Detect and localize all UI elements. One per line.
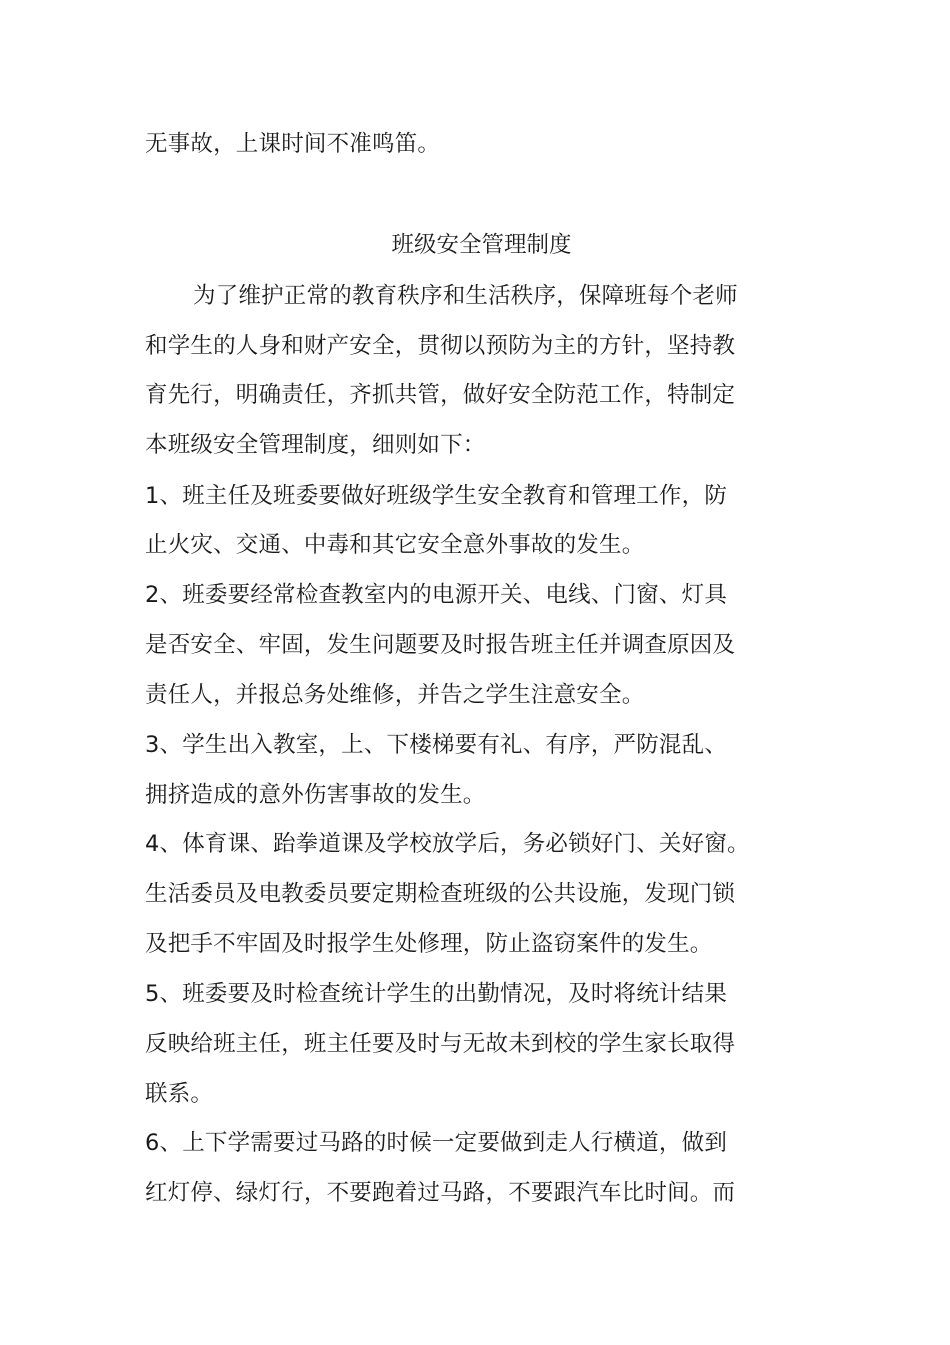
rule-line: 责任人，并报总务处维修，并告之学生注意安全。 [145, 682, 645, 708]
rule-line: 止火灾、交通、中毒和其它安全意外事故的发生。 [145, 532, 645, 558]
rule-line: 拥挤造成的意外伤害事故的发生。 [145, 782, 486, 808]
rule-line: 5、班委要及时检查统计学生的出勤情况，及时将统计结果 [145, 981, 728, 1007]
rule-line: 红灯停、绿灯行，不要跑着过马路，不要跟汽车比时间。而 [145, 1180, 736, 1206]
continuation-line: 无事故，上课时间不准鸣笛。 [145, 131, 441, 157]
rule-line: 反映给班主任，班主任要及时与无故未到校的学生家长取得 [145, 1031, 736, 1057]
intro-line: 本班级安全管理制度，细则如下： [145, 432, 486, 458]
rule-line: 6、上下学需要过马路的时候一定要做到走人行横道，做到 [145, 1130, 728, 1156]
rule-line: 4、体育课、跆拳道课及学校放学后，务必锁好门、关好窗。 [145, 831, 750, 857]
intro-line: 为了维护正常的教育秩序和生活秩序，保障班每个老师 [193, 283, 738, 309]
rule-line: 2、班委要经常检查教室内的电源开关、电线、门窗、灯具 [145, 582, 728, 608]
rule-line: 及把手不牢固及时报学生处修理，防止盗窃案件的发生。 [145, 931, 713, 957]
intro-line: 育先行，明确责任，齐抓共管，做好安全防范工作，特制定 [145, 382, 736, 408]
rule-line: 是否安全、牢固，发生问题要及时报告班主任并调查原因及 [145, 632, 736, 658]
rule-line: 联系。 [145, 1081, 214, 1107]
rule-line: 3、学生出入教室，上、下楼梯要有礼、有序，严防混乱、 [145, 732, 728, 758]
document-title: 班级安全管理制度 [391, 232, 572, 258]
rule-line: 1、班主任及班委要做好班级学生安全教育和管理工作，防 [145, 483, 728, 509]
intro-line: 和学生的人身和财产安全，贯彻以预防为主的方针，坚持教 [145, 333, 736, 359]
rule-line: 生活委员及电教委员要定期检查班级的公共设施，发现门锁 [145, 881, 736, 907]
